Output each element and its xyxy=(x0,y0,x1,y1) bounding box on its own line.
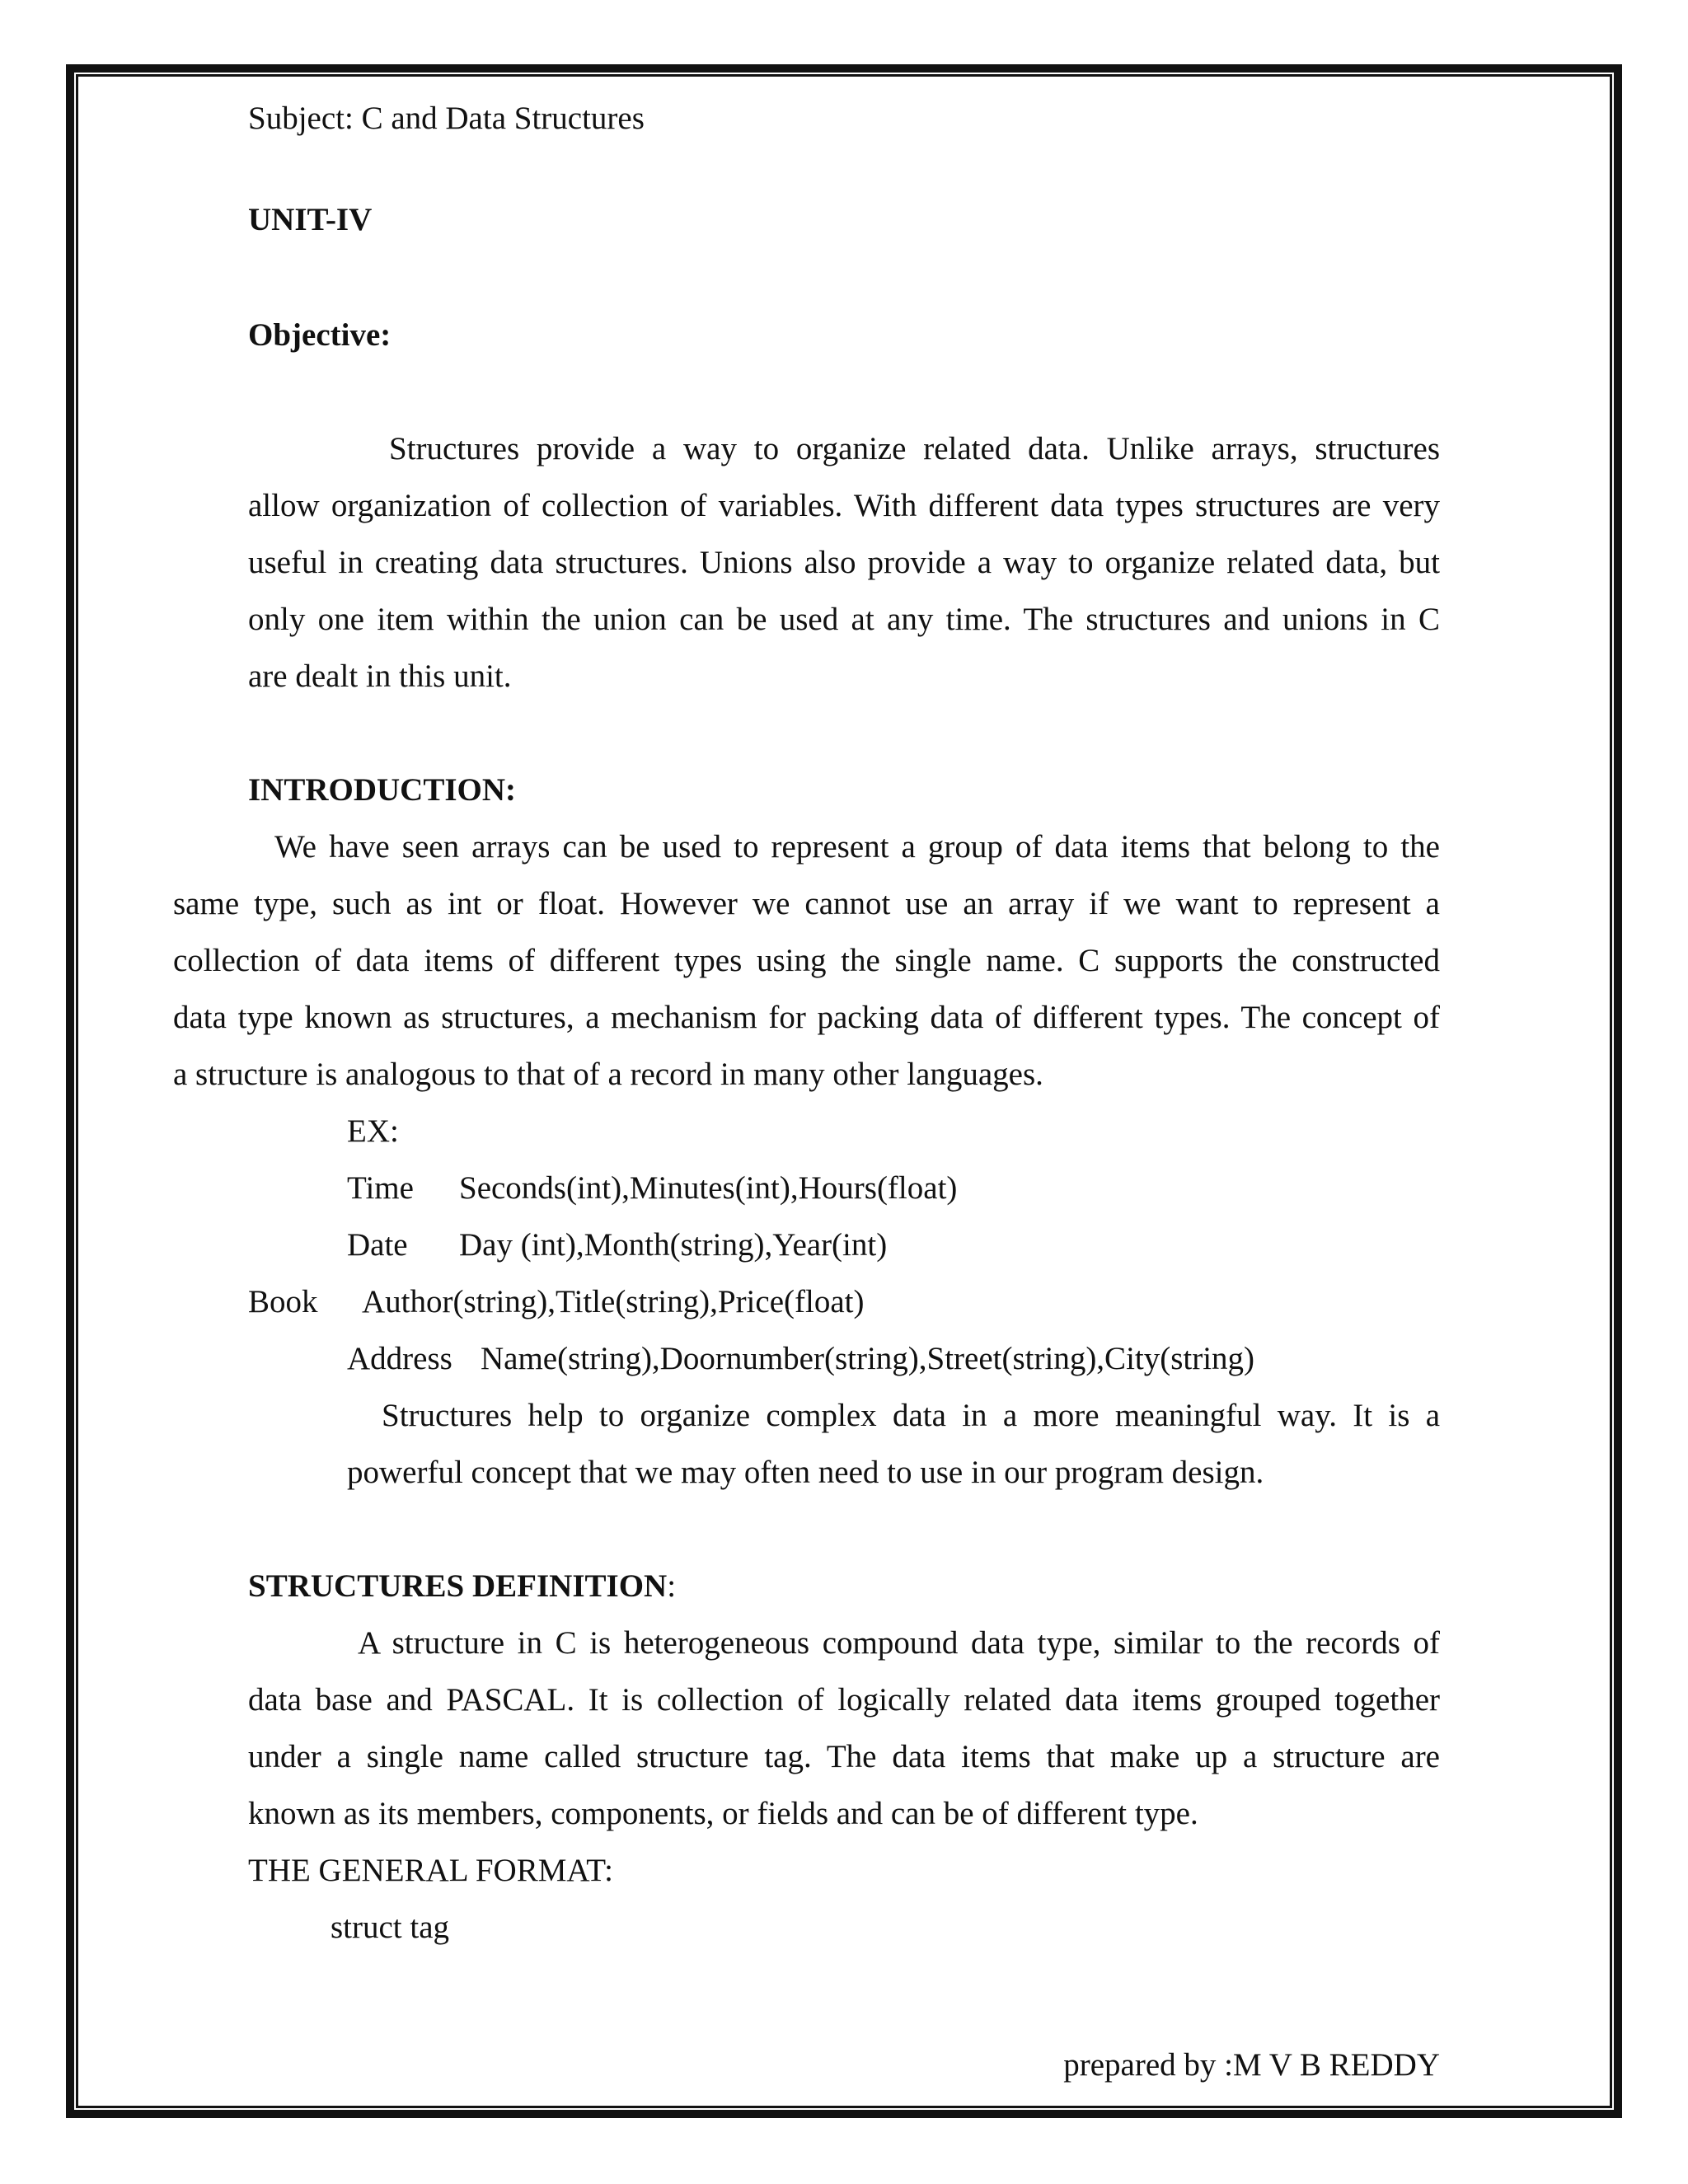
example-book-name: Book xyxy=(248,1284,318,1319)
subject-line: Subject: C and Data Structures xyxy=(248,101,645,136)
objective-line-3: useful in creating data structures. Unions also provide a way to organize related data, but xyxy=(248,545,1440,580)
code-line-struct-tag: struct tag xyxy=(331,1910,450,1945)
objective-line-2: allow organization of collection of variables. With different data types structures are very xyxy=(248,488,1440,523)
objective-line-5: are dealt in this unit. xyxy=(248,658,512,694)
general-format-heading: THE GENERAL FORMAT: xyxy=(248,1853,613,1888)
objective-line-1: Structures provide a way to organize related data. Unlike arrays, structures xyxy=(389,431,1440,466)
introduction-closing-line-1: Structures help to organize complex data in a more meaningful way. It is a xyxy=(382,1398,1440,1433)
definition-heading-wrap xyxy=(248,1570,676,1602)
example-time-fields: Seconds(int),Minutes(int),Hours(float) xyxy=(459,1170,958,1206)
prepared-by: prepared by :M V B REDDY xyxy=(1063,2047,1440,2083)
example-date-name: Date xyxy=(347,1227,408,1263)
objective-line-4: only one item within the union can be used at any time. The structures and unions in C xyxy=(248,602,1440,637)
introduction-line-2: same type, such as int or float. However we cannot use an array if we want to represent a xyxy=(173,886,1440,921)
example-time-name: Time xyxy=(347,1170,414,1206)
definition-line-1: A structure in C is heterogeneous compound data type, similar to the records of xyxy=(358,1625,1440,1661)
example-book-fields: Author(string),Title(string),Price(float) xyxy=(362,1284,865,1319)
introduction-closing-line-2: powerful concept that we may often need to use in our program design. xyxy=(347,1455,1264,1490)
definition-line-2: data base and PASCAL. It is collection of logically related data items grouped together xyxy=(248,1682,1440,1718)
definition-heading: STRUCTURES DEFINITION xyxy=(248,1568,668,1604)
example-date-fields: Day (int),Month(string),Year(int) xyxy=(459,1227,888,1263)
introduction-line-4: data type known as structures, a mechanism for packing data of different types. The concept of xyxy=(173,1000,1440,1035)
definition-line-3: under a single name called structure tag. The data items that make up a structure are xyxy=(248,1739,1440,1774)
introduction-line-1: We have seen arrays can be used to represent a group of data items that belong to the xyxy=(274,829,1440,865)
definition-heading-colon: : xyxy=(667,1568,677,1604)
example-address-name: Address xyxy=(347,1341,452,1376)
ex-label: EX: xyxy=(347,1113,399,1149)
definition-line-4: known as its members, components, or fields and can be of different type. xyxy=(248,1796,1198,1831)
objective-heading: Objective: xyxy=(248,317,392,353)
introduction-line-5: a structure is analogous to that of a record in many other languages. xyxy=(173,1057,1043,1092)
introduction-line-3: collection of data items of different types using the single name. C supports the constructed xyxy=(173,943,1440,978)
example-address-fields: Name(string),Doornumber(string),Street(string),City(string) xyxy=(481,1341,1255,1376)
introduction-heading: INTRODUCTION: xyxy=(248,772,517,808)
unit-title: UNIT-IV xyxy=(248,202,373,237)
